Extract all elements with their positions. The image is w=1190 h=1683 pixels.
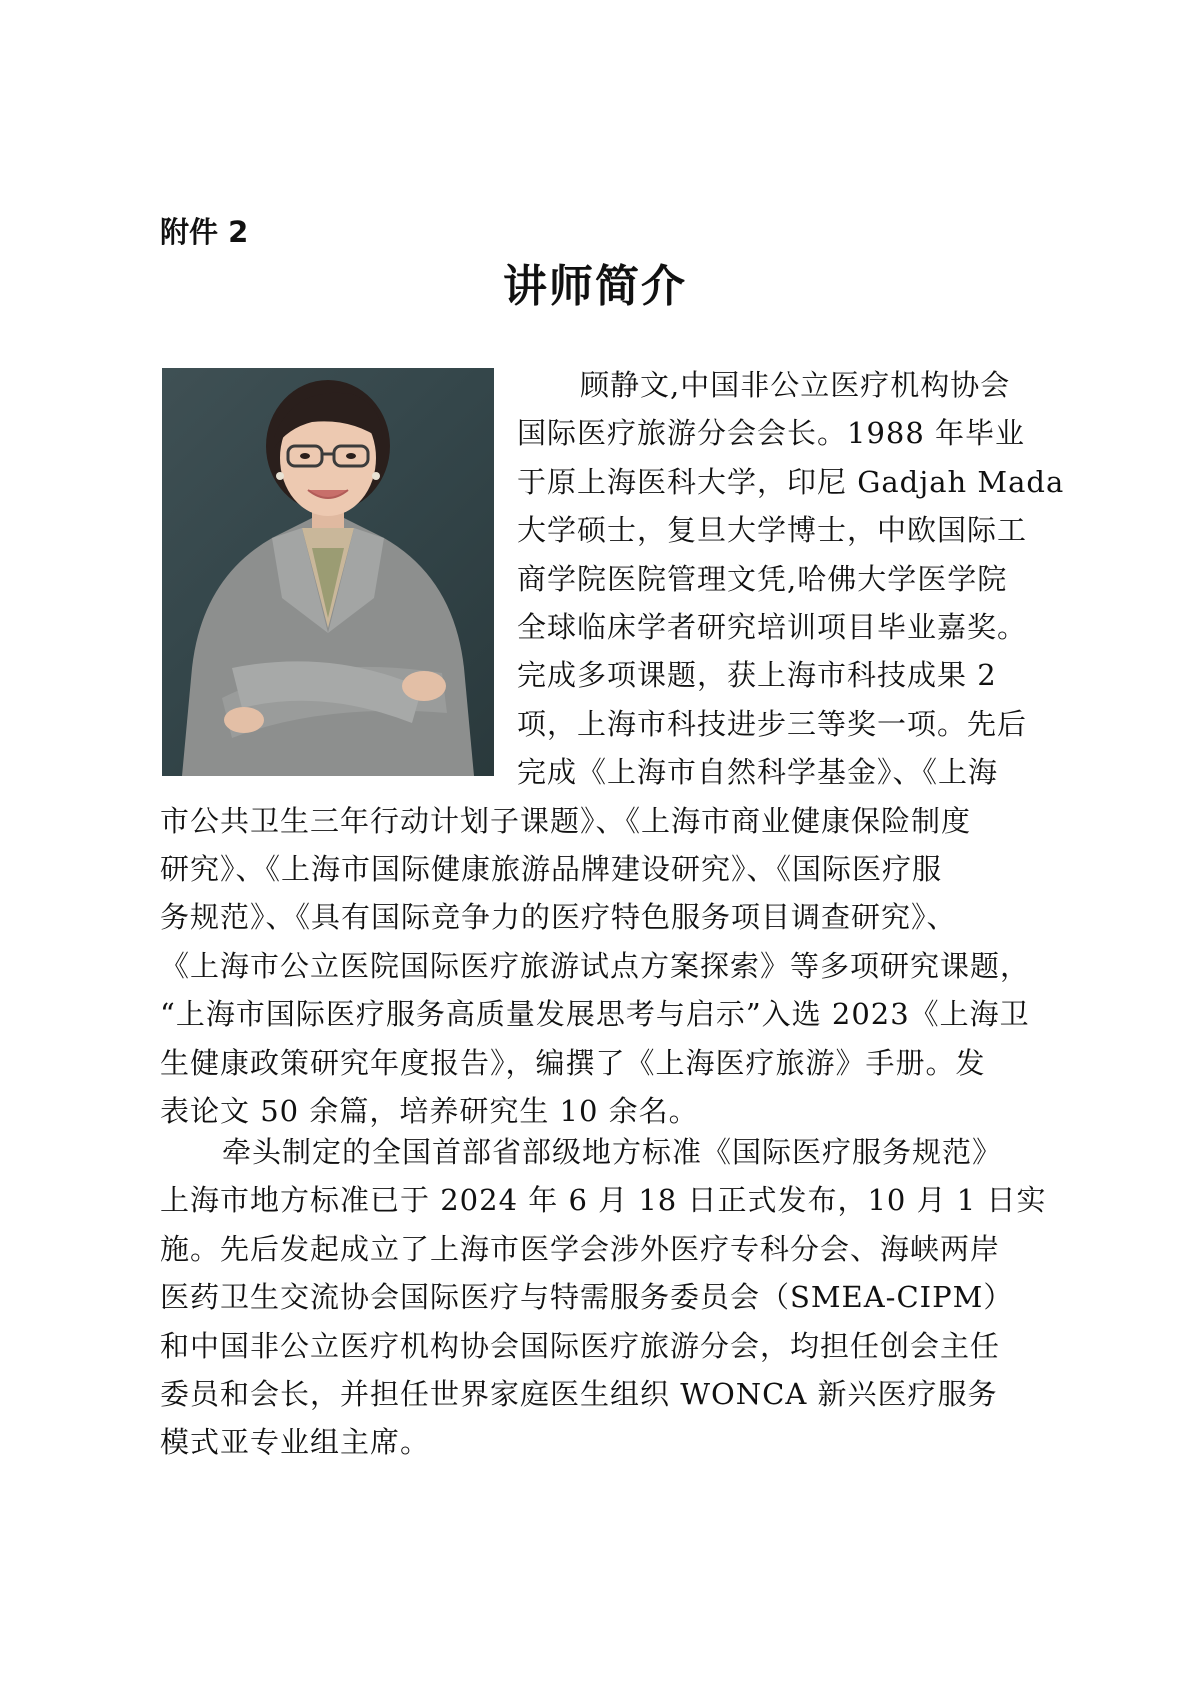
bio-paragraph-1 — [160, 361, 1065, 1136]
bio-line: 生健康政策研究年度报告》，编撰了《上海医疗旅游》手册。发 — [160, 1045, 986, 1080]
bio-line: 项，上海市科技进步三等奖一项。先后 — [517, 706, 1028, 741]
bio-line: 全球临床学者研究培训项目毕业嘉奖。 — [517, 610, 1028, 645]
bio-line: 施。先后发起成立了上海市医学会涉外医疗专科分会、海峡两岸 — [160, 1231, 1001, 1266]
bio-line: 于原上海医科大学，印尼 Gadjah Mada — [517, 464, 1065, 499]
bio-line: 商学院医院管理文凭,哈佛大学医学院 — [517, 561, 1008, 596]
bio-line: 表论文 50 余篇，培养研究生 10 余名。 — [160, 1094, 699, 1129]
bio-line: 研究》、《上海市国际健康旅游品牌建设研究》、《国际医疗服 — [160, 852, 943, 887]
bio-line: 和中国非公立医疗机构协会国际医疗旅游分会，均担任创会主任 — [160, 1328, 1001, 1363]
bio-line: 上海市地方标准已于 2024 年 6 月 18 日正式发布，10 月 1 日实 — [160, 1183, 1047, 1218]
page-title: 讲师简介 — [503, 261, 687, 312]
bio-line: 医药卫生交流协会国际医疗与特需服务委员会（SMEA-CIPM） — [160, 1280, 1014, 1315]
bio-line: 牵头制定的全国首部省部级地方标准《国际医疗服务规范》 — [222, 1135, 1003, 1169]
bio-line: 委员和会长，并担任世界家庭医生组织 WONCA 新兴医疗服务 — [160, 1377, 998, 1412]
bio-paragraph-2 — [160, 1128, 1047, 1467]
bio-line: 国际医疗旅游分会会长。1988 年毕业 — [517, 416, 1026, 451]
bio-line: “上海市国际医疗服务高质量发展思考与启示”入选 2023《上海卫 — [160, 997, 1030, 1032]
bio-line: 务规范》、《具有国际竞争力的医疗特色服务项目调查研究》、 — [160, 900, 957, 935]
bio-line: 完成《上海市自然科学基金》、《上海 — [517, 755, 999, 790]
bio-line: 完成多项课题，获上海市科技成果 2 — [517, 658, 997, 693]
bio-line: 顾静文,中国非公立医疗机构协会 — [580, 368, 1011, 402]
bio-line: 《上海市公立医院国际医疗旅游试点方案探索》等多项研究课题， — [160, 948, 1031, 983]
bio-line: 市公共卫生三年行动计划子课题》、《上海市商业健康保险制度 — [160, 803, 972, 838]
bio-line: 模式亚专业组主席。 — [160, 1425, 431, 1460]
attachment-label: 附件 2 — [160, 215, 249, 249]
bio-line: 大学硕士，复旦大学博士，中欧国际工 — [517, 513, 1028, 548]
